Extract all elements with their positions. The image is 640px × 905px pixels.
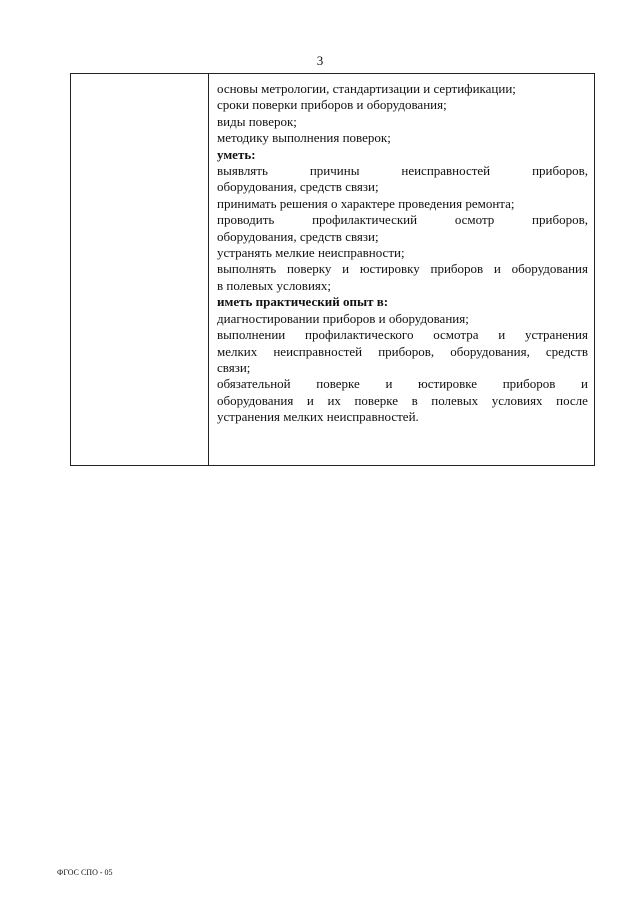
word: оборудования, <box>450 343 530 359</box>
word: оборудования <box>511 261 588 277</box>
word: после <box>556 392 588 408</box>
word: и <box>498 327 506 343</box>
word: мелких <box>217 343 258 359</box>
justified-line <box>217 261 588 277</box>
word: профилактического <box>305 327 414 343</box>
word: осмотра <box>433 327 479 343</box>
word: поверке <box>354 392 399 408</box>
word: приборов <box>430 261 484 277</box>
footer-code: ФГОС СПО - 05 <box>57 868 113 877</box>
word: приборов, <box>532 163 588 179</box>
word: обязательной <box>217 376 291 392</box>
word: юстировке <box>418 376 478 392</box>
word: причины <box>309 163 360 179</box>
word: средств <box>545 343 588 359</box>
word: оборудования <box>217 392 294 408</box>
word: выявлять <box>217 163 268 179</box>
text-line: в полевых условиях; <box>217 277 331 293</box>
word: их <box>327 392 341 408</box>
word: полевых <box>431 392 479 408</box>
table-row <box>71 74 595 466</box>
justified-line <box>217 376 588 392</box>
word: и <box>342 261 350 277</box>
word: неисправностей <box>273 343 363 359</box>
section-heading-experience: иметь практический опыт в: <box>217 294 389 310</box>
table-content-cell <box>209 74 595 466</box>
word: и <box>306 392 314 408</box>
word: и <box>385 376 393 392</box>
word: в <box>411 392 418 408</box>
text-line: виды поверок; <box>217 113 297 129</box>
word: устранения <box>524 327 588 343</box>
word: поверку <box>286 261 332 277</box>
word: поверке <box>316 376 360 392</box>
word: проводить <box>217 212 275 228</box>
word: условиях <box>491 392 543 408</box>
word: юстировку <box>359 261 420 277</box>
justified-line <box>217 163 588 179</box>
justified-line <box>217 327 588 343</box>
section-heading-umet: уметь: <box>217 146 256 162</box>
table-left-cell <box>71 74 209 466</box>
word: профилактический <box>312 212 418 228</box>
word: неисправностей <box>401 163 491 179</box>
justified-line <box>217 344 588 360</box>
word: приборов, <box>378 343 435 359</box>
word: выполнять <box>217 261 277 277</box>
competency-table <box>70 73 595 466</box>
word: выполнении <box>217 327 286 343</box>
word: приборов, <box>532 212 588 228</box>
text-line: устранения мелких неисправностей. <box>217 409 419 425</box>
text-line: основы метрологии, стандартизации и сертификации; <box>217 81 516 96</box>
justified-line <box>217 212 588 228</box>
word: осмотр <box>454 212 495 228</box>
text-line: методику выполнения поверок; <box>217 130 391 146</box>
word: и <box>493 261 501 277</box>
text-line: устранять мелкие неисправности; <box>217 245 405 261</box>
text-line: связи; <box>217 359 251 375</box>
word: приборов <box>502 376 556 392</box>
text-line: оборудования, средств связи; <box>217 179 379 195</box>
text-line: принимать решения о характере проведения ремонта; <box>217 195 515 211</box>
page-number: 3 <box>316 53 324 68</box>
justified-line <box>217 393 588 409</box>
text-line: оборудования, средств связи; <box>217 228 379 244</box>
text-line: диагностировании приборов и оборудования; <box>217 310 469 326</box>
text-line: сроки поверки приборов и оборудования; <box>217 97 447 113</box>
word: и <box>580 376 588 392</box>
